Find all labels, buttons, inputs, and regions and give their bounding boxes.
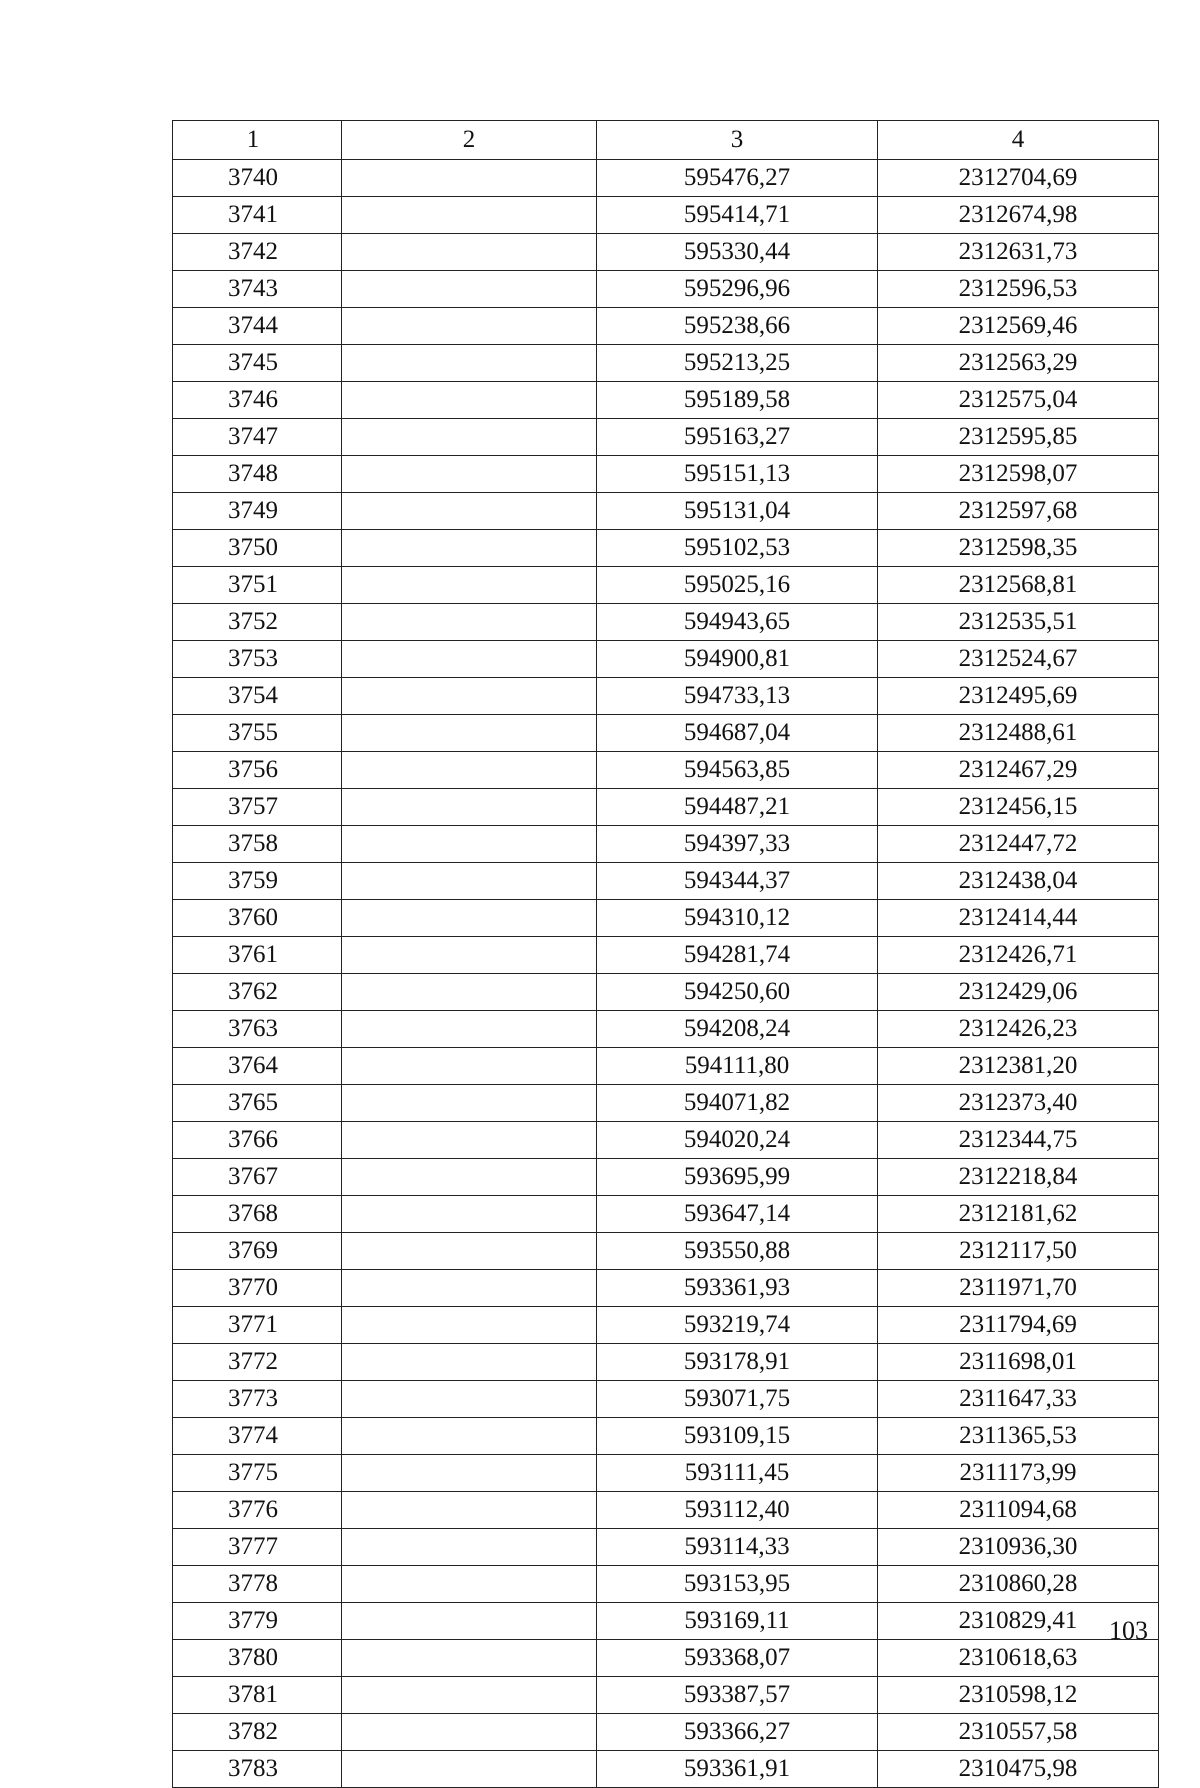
x-coordinate-cell: 593366,27 <box>597 1714 878 1751</box>
x-coordinate-cell: 594563,85 <box>597 752 878 789</box>
empty-cell <box>342 826 597 863</box>
point-number-cell: 3760 <box>173 900 342 937</box>
empty-cell <box>342 1233 597 1270</box>
point-number-cell: 3773 <box>173 1381 342 1418</box>
empty-cell <box>342 937 597 974</box>
point-number-cell: 3744 <box>173 308 342 345</box>
x-coordinate-cell: 594281,74 <box>597 937 878 974</box>
point-number-cell: 3750 <box>173 530 342 567</box>
x-coordinate-cell: 593071,75 <box>597 1381 878 1418</box>
y-coordinate-cell: 2310829,41 <box>878 1603 1159 1640</box>
empty-cell <box>342 456 597 493</box>
empty-cell <box>342 234 597 271</box>
point-number-cell: 3747 <box>173 419 342 456</box>
y-coordinate-cell: 2312429,06 <box>878 974 1159 1011</box>
x-coordinate-cell: 594733,13 <box>597 678 878 715</box>
x-coordinate-cell: 593550,88 <box>597 1233 878 1270</box>
table-row <box>173 937 1159 974</box>
point-number-cell: 3771 <box>173 1307 342 1344</box>
table-row <box>173 160 1159 197</box>
x-coordinate-cell: 594397,33 <box>597 826 878 863</box>
table-row <box>173 1455 1159 1492</box>
empty-cell <box>342 752 597 789</box>
point-number-cell: 3756 <box>173 752 342 789</box>
empty-cell <box>342 1603 597 1640</box>
y-coordinate-cell: 2310475,98 <box>878 1751 1159 1788</box>
x-coordinate-cell: 593387,57 <box>597 1677 878 1714</box>
y-coordinate-cell: 2310860,28 <box>878 1566 1159 1603</box>
empty-cell <box>342 1048 597 1085</box>
y-coordinate-cell: 2312575,04 <box>878 382 1159 419</box>
y-coordinate-cell: 2312596,53 <box>878 271 1159 308</box>
table-row <box>173 271 1159 308</box>
table-row <box>173 1603 1159 1640</box>
empty-cell <box>342 1529 597 1566</box>
y-coordinate-cell: 2311698,01 <box>878 1344 1159 1381</box>
point-number-cell: 3764 <box>173 1048 342 1085</box>
x-coordinate-cell: 595330,44 <box>597 234 878 271</box>
point-number-cell: 3762 <box>173 974 342 1011</box>
point-number-cell: 3767 <box>173 1159 342 1196</box>
y-coordinate-cell: 2312426,71 <box>878 937 1159 974</box>
table-body <box>173 160 1159 1788</box>
x-coordinate-cell: 593647,14 <box>597 1196 878 1233</box>
y-coordinate-cell: 2312181,62 <box>878 1196 1159 1233</box>
x-coordinate-cell: 595189,58 <box>597 382 878 419</box>
table-row <box>173 1122 1159 1159</box>
point-number-cell: 3748 <box>173 456 342 493</box>
empty-cell <box>342 715 597 752</box>
y-coordinate-cell: 2312495,69 <box>878 678 1159 715</box>
point-number-cell: 3754 <box>173 678 342 715</box>
table-row <box>173 1492 1159 1529</box>
x-coordinate-cell: 594310,12 <box>597 900 878 937</box>
y-coordinate-cell: 2312524,67 <box>878 641 1159 678</box>
table-row <box>173 604 1159 641</box>
point-number-cell: 3740 <box>173 160 342 197</box>
point-number-cell: 3782 <box>173 1714 342 1751</box>
x-coordinate-cell: 593114,33 <box>597 1529 878 1566</box>
y-coordinate-cell: 2311094,68 <box>878 1492 1159 1529</box>
x-coordinate-cell: 594487,21 <box>597 789 878 826</box>
empty-cell <box>342 1307 597 1344</box>
empty-cell <box>342 160 597 197</box>
x-coordinate-cell: 594250,60 <box>597 974 878 1011</box>
table-row <box>173 419 1159 456</box>
empty-cell <box>342 1640 597 1677</box>
table-row <box>173 1048 1159 1085</box>
table-row <box>173 826 1159 863</box>
point-number-cell: 3776 <box>173 1492 342 1529</box>
x-coordinate-cell: 594020,24 <box>597 1122 878 1159</box>
x-coordinate-cell: 595238,66 <box>597 308 878 345</box>
y-coordinate-cell: 2312595,85 <box>878 419 1159 456</box>
header-cell-col2: 2 <box>342 121 597 160</box>
empty-cell <box>342 789 597 826</box>
point-number-cell: 3769 <box>173 1233 342 1270</box>
y-coordinate-cell: 2312456,15 <box>878 789 1159 826</box>
empty-cell <box>342 1455 597 1492</box>
empty-cell <box>342 197 597 234</box>
point-number-cell: 3765 <box>173 1085 342 1122</box>
table-row <box>173 382 1159 419</box>
table-row <box>173 1381 1159 1418</box>
empty-cell <box>342 1418 597 1455</box>
point-number-cell: 3755 <box>173 715 342 752</box>
y-coordinate-cell: 2311971,70 <box>878 1270 1159 1307</box>
table-row <box>173 493 1159 530</box>
point-number-cell: 3774 <box>173 1418 342 1455</box>
y-coordinate-cell: 2312569,46 <box>878 308 1159 345</box>
y-coordinate-cell: 2312381,20 <box>878 1048 1159 1085</box>
point-number-cell: 3770 <box>173 1270 342 1307</box>
empty-cell <box>342 1751 597 1788</box>
x-coordinate-cell: 594687,04 <box>597 715 878 752</box>
empty-cell <box>342 308 597 345</box>
x-coordinate-cell: 595151,13 <box>597 456 878 493</box>
coordinates-table <box>172 120 1159 1788</box>
y-coordinate-cell: 2312563,29 <box>878 345 1159 382</box>
x-coordinate-cell: 594344,37 <box>597 863 878 900</box>
empty-cell <box>342 1677 597 1714</box>
point-number-cell: 3763 <box>173 1011 342 1048</box>
x-coordinate-cell: 593109,15 <box>597 1418 878 1455</box>
point-number-cell: 3766 <box>173 1122 342 1159</box>
point-number-cell: 3758 <box>173 826 342 863</box>
y-coordinate-cell: 2312568,81 <box>878 567 1159 604</box>
x-coordinate-cell: 593153,95 <box>597 1566 878 1603</box>
empty-cell <box>342 271 597 308</box>
table-row <box>173 530 1159 567</box>
empty-cell <box>342 567 597 604</box>
point-number-cell: 3779 <box>173 1603 342 1640</box>
empty-cell <box>342 1122 597 1159</box>
x-coordinate-cell: 595296,96 <box>597 271 878 308</box>
empty-cell <box>342 678 597 715</box>
point-number-cell: 3746 <box>173 382 342 419</box>
table-row <box>173 1085 1159 1122</box>
y-coordinate-cell: 2312488,61 <box>878 715 1159 752</box>
table-row <box>173 1714 1159 1751</box>
y-coordinate-cell: 2311365,53 <box>878 1418 1159 1455</box>
empty-cell <box>342 419 597 456</box>
x-coordinate-cell: 593361,91 <box>597 1751 878 1788</box>
y-coordinate-cell: 2312704,69 <box>878 160 1159 197</box>
x-coordinate-cell: 594208,24 <box>597 1011 878 1048</box>
empty-cell <box>342 900 597 937</box>
x-coordinate-cell: 594111,80 <box>597 1048 878 1085</box>
x-coordinate-cell: 593368,07 <box>597 1640 878 1677</box>
empty-cell <box>342 345 597 382</box>
header-cell-col3: 3 <box>597 121 878 160</box>
table-row <box>173 752 1159 789</box>
empty-cell <box>342 1085 597 1122</box>
y-coordinate-cell: 2311794,69 <box>878 1307 1159 1344</box>
empty-cell <box>342 1492 597 1529</box>
x-coordinate-cell: 593112,40 <box>597 1492 878 1529</box>
x-coordinate-cell: 594900,81 <box>597 641 878 678</box>
y-coordinate-cell: 2312373,40 <box>878 1085 1159 1122</box>
x-coordinate-cell: 593219,74 <box>597 1307 878 1344</box>
point-number-cell: 3745 <box>173 345 342 382</box>
x-coordinate-cell: 595213,25 <box>597 345 878 382</box>
y-coordinate-cell: 2312597,68 <box>878 493 1159 530</box>
table-row <box>173 1159 1159 1196</box>
point-number-cell: 3777 <box>173 1529 342 1566</box>
x-coordinate-cell: 593361,93 <box>597 1270 878 1307</box>
y-coordinate-cell: 2312426,23 <box>878 1011 1159 1048</box>
x-coordinate-cell: 594071,82 <box>597 1085 878 1122</box>
x-coordinate-cell: 595163,27 <box>597 419 878 456</box>
y-coordinate-cell: 2312467,29 <box>878 752 1159 789</box>
table-row <box>173 308 1159 345</box>
table-row <box>173 1418 1159 1455</box>
empty-cell <box>342 974 597 1011</box>
point-number-cell: 3743 <box>173 271 342 308</box>
table-row <box>173 715 1159 752</box>
empty-cell <box>342 493 597 530</box>
y-coordinate-cell: 2312414,44 <box>878 900 1159 937</box>
y-coordinate-cell: 2312117,50 <box>878 1233 1159 1270</box>
point-number-cell: 3752 <box>173 604 342 641</box>
y-coordinate-cell: 2311173,99 <box>878 1455 1159 1492</box>
empty-cell <box>342 1714 597 1751</box>
x-coordinate-cell: 595476,27 <box>597 160 878 197</box>
table-row <box>173 1196 1159 1233</box>
x-coordinate-cell: 595414,71 <box>597 197 878 234</box>
point-number-cell: 3768 <box>173 1196 342 1233</box>
table-row <box>173 974 1159 1011</box>
x-coordinate-cell: 593178,91 <box>597 1344 878 1381</box>
header-cell-col1: 1 <box>173 121 342 160</box>
point-number-cell: 3780 <box>173 1640 342 1677</box>
y-coordinate-cell: 2312218,84 <box>878 1159 1159 1196</box>
empty-cell <box>342 863 597 900</box>
y-coordinate-cell: 2312535,51 <box>878 604 1159 641</box>
x-coordinate-cell: 593695,99 <box>597 1159 878 1196</box>
y-coordinate-cell: 2312598,07 <box>878 456 1159 493</box>
table-row <box>173 1566 1159 1603</box>
y-coordinate-cell: 2311647,33 <box>878 1381 1159 1418</box>
empty-cell <box>342 641 597 678</box>
table-row <box>173 1233 1159 1270</box>
y-coordinate-cell: 2310618,63 <box>878 1640 1159 1677</box>
point-number-cell: 3742 <box>173 234 342 271</box>
y-coordinate-cell: 2312631,73 <box>878 234 1159 271</box>
point-number-cell: 3783 <box>173 1751 342 1788</box>
y-coordinate-cell: 2310598,12 <box>878 1677 1159 1714</box>
point-number-cell: 3778 <box>173 1566 342 1603</box>
table-row <box>173 1751 1159 1788</box>
point-number-cell: 3775 <box>173 1455 342 1492</box>
point-number-cell: 3741 <box>173 197 342 234</box>
table-row <box>173 197 1159 234</box>
table-row <box>173 1529 1159 1566</box>
empty-cell <box>342 1566 597 1603</box>
empty-cell <box>342 1159 597 1196</box>
y-coordinate-cell: 2312344,75 <box>878 1122 1159 1159</box>
empty-cell <box>342 1196 597 1233</box>
empty-cell <box>342 382 597 419</box>
empty-cell <box>342 1270 597 1307</box>
table-row <box>173 789 1159 826</box>
point-number-cell: 3751 <box>173 567 342 604</box>
table-row <box>173 1011 1159 1048</box>
point-number-cell: 3761 <box>173 937 342 974</box>
point-number-cell: 3753 <box>173 641 342 678</box>
y-coordinate-cell: 2310936,30 <box>878 1529 1159 1566</box>
x-coordinate-cell: 595102,53 <box>597 530 878 567</box>
table-row <box>173 863 1159 900</box>
x-coordinate-cell: 593111,45 <box>597 1455 878 1492</box>
point-number-cell: 3757 <box>173 789 342 826</box>
table-row <box>173 1307 1159 1344</box>
table-row <box>173 1270 1159 1307</box>
point-number-cell: 3781 <box>173 1677 342 1714</box>
y-coordinate-cell: 2312438,04 <box>878 863 1159 900</box>
y-coordinate-cell: 2312598,35 <box>878 530 1159 567</box>
table-row <box>173 1640 1159 1677</box>
empty-cell <box>342 1344 597 1381</box>
x-coordinate-cell: 593169,11 <box>597 1603 878 1640</box>
empty-cell <box>342 530 597 567</box>
table-row <box>173 456 1159 493</box>
header-cell-col4: 4 <box>878 121 1159 160</box>
page-number: 103 <box>1109 1616 1148 1645</box>
table-row <box>173 1344 1159 1381</box>
y-coordinate-cell: 2312447,72 <box>878 826 1159 863</box>
table-row <box>173 900 1159 937</box>
x-coordinate-cell: 595025,16 <box>597 567 878 604</box>
empty-cell <box>342 604 597 641</box>
x-coordinate-cell: 595131,04 <box>597 493 878 530</box>
point-number-cell: 3749 <box>173 493 342 530</box>
table-header-row <box>173 121 1159 160</box>
x-coordinate-cell: 594943,65 <box>597 604 878 641</box>
table-row <box>173 345 1159 382</box>
empty-cell <box>342 1381 597 1418</box>
table-row <box>173 567 1159 604</box>
table-row <box>173 1677 1159 1714</box>
table-row <box>173 678 1159 715</box>
table-row <box>173 234 1159 271</box>
point-number-cell: 3759 <box>173 863 342 900</box>
empty-cell <box>342 1011 597 1048</box>
point-number-cell: 3772 <box>173 1344 342 1381</box>
table-row <box>173 641 1159 678</box>
y-coordinate-cell: 2312674,98 <box>878 197 1159 234</box>
y-coordinate-cell: 2310557,58 <box>878 1714 1159 1751</box>
